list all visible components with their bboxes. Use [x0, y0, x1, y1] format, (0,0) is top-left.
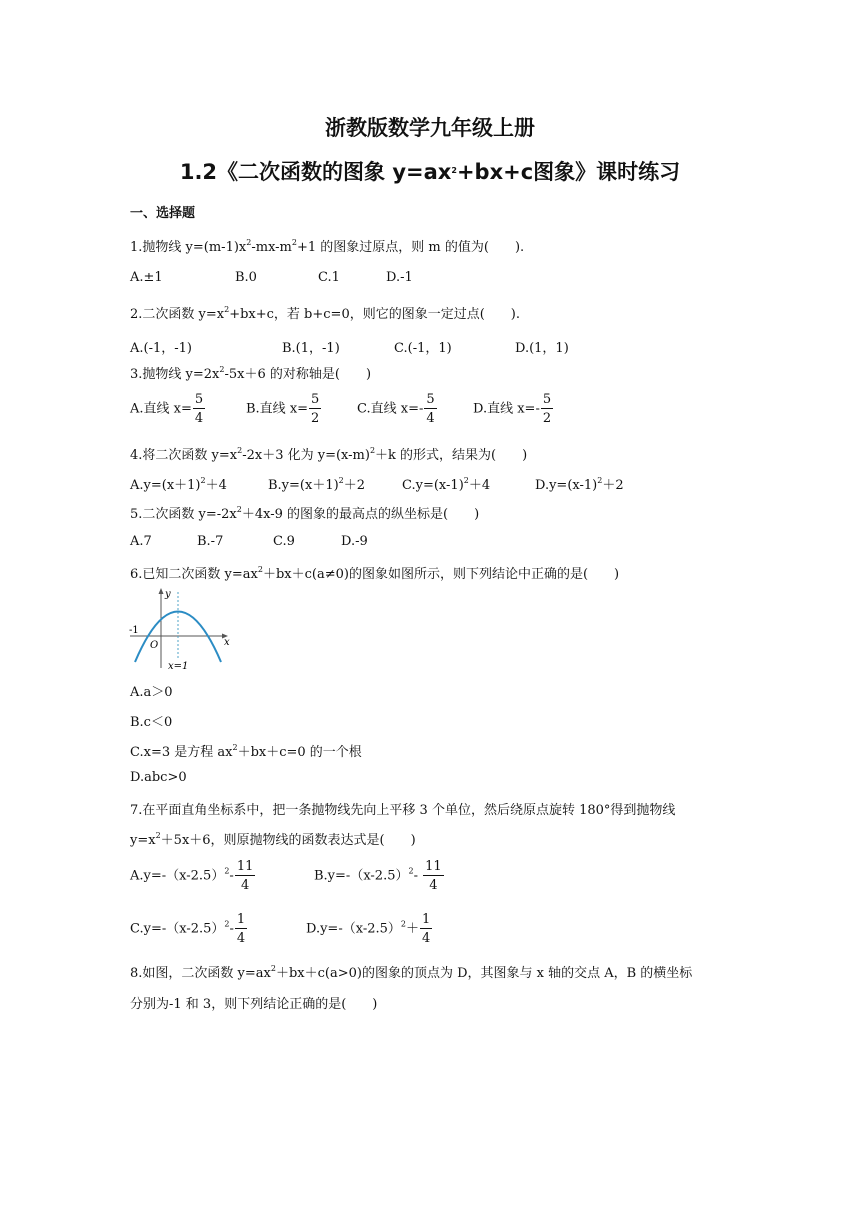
q7-option-a: $A.y=-(x-2.5)^2-$ $\frac{11}{4}$: [130, 859, 254, 893]
question-2: 2.二次函数 $y=x^2+bx+c$，若 b+c=0，则它的图象一定过点( ).: [130, 305, 520, 322]
question-7-line-2: $y=x^2+5x+6$，则原抛物线的函数表达式是( ): [130, 831, 416, 848]
q2-option-d: D.(1，1): [515, 341, 569, 356]
question-4: 4.将二次函数 $y=x^2-2x+3$ 化为 $y=(x-m)^2+k$ 的形式，结果为( ): [130, 446, 528, 463]
parabola-graph: [128, 586, 234, 672]
q3-option-d: D.直线 x=- $\frac{5}{2}$: [473, 392, 552, 426]
graph-axis-of-symmetry-label: x=1: [168, 661, 189, 672]
q1-option-b: B.0: [235, 270, 257, 285]
q7-option-c: $C.y=-(x-2.5)^2-$ $\frac{1}{4}$: [130, 912, 246, 946]
q1-option-a: A.±1: [130, 270, 163, 285]
q2-option-b: B.(1，-1): [282, 341, 340, 356]
question-7-line-1: 7.在平面直角坐标系中，把一条抛物线先向上平移 3 个单位，然后绕原点旋转 180°得到抛物线: [130, 803, 676, 818]
question-1: 1.抛物线 $y=(m-1)x^2-mx-m^2+1$ 的图象过原点，则 m 的值为( ).: [130, 238, 525, 255]
q5-option-d: D.-9: [341, 534, 368, 549]
q2-option-a: A.(-1，-1): [130, 341, 192, 356]
q4-option-c: $C.y=(x-1)^2+4$: [402, 476, 491, 493]
graph-y-label: y: [165, 589, 171, 600]
q5-option-c: C.9: [273, 534, 295, 549]
section-heading: 一、选择题: [130, 206, 196, 221]
q3-option-c: C.直线 x=- $\frac{5}{4}$: [357, 392, 435, 426]
q1-option-d: D.-1: [386, 270, 413, 285]
q6-option-c: C.x=3 是方程 $ax^2+bx+c=0$ 的一个根: [130, 743, 362, 760]
q5-option-a: A.7: [130, 534, 152, 549]
q6-option-a: A.a＞0: [130, 685, 173, 700]
question-6: 6.已知二次函数 $y=ax^2+bx+c(a\ne 0)$的图象如图所示，则下列结论中正确的是( ): [130, 565, 620, 582]
page-title: 浙教版数学九年级上册: [325, 116, 535, 140]
graph-origin-label: O: [150, 640, 159, 651]
graph-x-label: x: [224, 637, 230, 648]
question-3: 3.抛物线 $y=2x^2-5x+6$ 的对称轴是( ): [130, 365, 372, 382]
q3-option-a: A.直线 x= $\frac{5}{4}$: [130, 392, 204, 426]
question-5: 5.二次函数 $y=-2x^2+4x-9$ 的图象的最高点的纵坐标是( ): [130, 505, 480, 522]
q4-option-b: $B.y=(x+1)^2+2$: [268, 476, 366, 493]
q2-option-c: C.(-1，1): [394, 341, 452, 356]
page-subtitle: 1.2《二次函数的图象 $y=ax^2+bx+c$图象》课时练习: [179, 160, 681, 184]
q7-option-b: $B.y=-(x-2.5)^2-$ $\frac{11}{4}$: [314, 859, 442, 893]
q5-option-b: B.-7: [197, 534, 224, 549]
q6-option-b: B.c＜0: [130, 715, 173, 730]
question-8-line-1: 8.如图，二次函数 $y=ax^2+bx+c(a>0)$的图象的顶点为 D，其图象与 x 轴的交点 A，B 的横坐标: [130, 964, 693, 981]
q4-option-a: $A.y=(x+1)^2+4$: [130, 476, 227, 493]
q7-option-d: $D.y=-(x-2.5)^2+$ $\frac{1}{4}$: [306, 912, 431, 946]
graph-neg-one-label: -1: [129, 625, 139, 636]
q3-option-b: B.直线 x= $\frac{5}{2}$: [246, 392, 320, 426]
q1-option-c: C.1: [318, 270, 340, 285]
q6-option-d: D.abc>0: [130, 770, 187, 785]
q4-option-d: $D.y=(x-1)^2+2$: [535, 476, 624, 493]
question-8-line-2: 分别为-1 和 3，则下列结论正确的是( ): [130, 997, 378, 1012]
